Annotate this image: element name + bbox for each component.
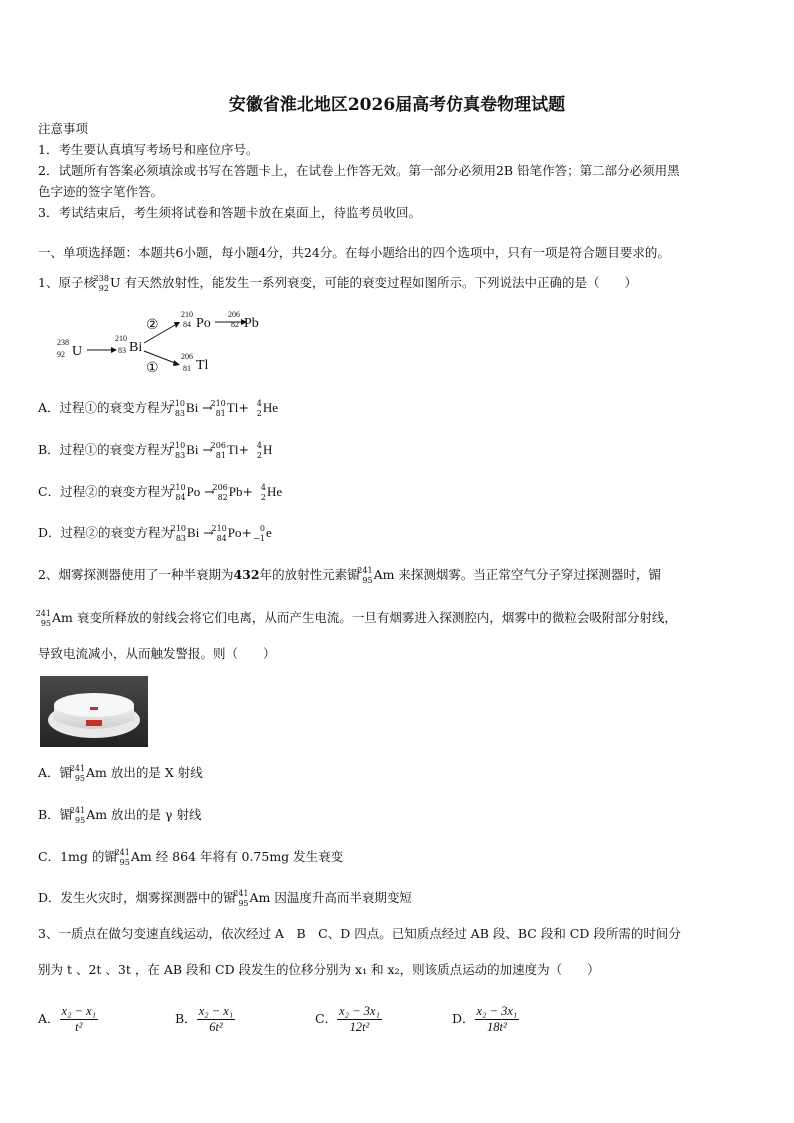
q3-option-d: D． $\frac{\text{x₂ − 3x₁}}{\text{18t²}}$ [452,1004,518,1034]
question-3-line2: 别为 t 、2t 、3t ，在 AB 段和 CD 段发生的位移分别为 x₁ 和 x₂，则该质点运动的加速度为（ ） [38,962,600,977]
svg-text:210: 210 [181,310,193,319]
po-label: Po [196,316,211,331]
svg-text:83: 83 [118,346,126,355]
notice-item: 2．试题所有答案必须填涂或书写在答题卡上，在试卷上作答无效。第一部分必须用2B 铅笔作答；第二部分必须用黑 [38,163,680,178]
decay-diagram [55,305,295,380]
notice-item: 3．考试结束后，考生须将试卷和答题卡放在桌面上，待监考员收回。 [38,205,421,220]
isotope-u238: 238 92 [93,273,109,293]
notice-item: 色字迹的签字笔作答。 [38,184,164,199]
q2-option-b: B．镅 241 95 Am 放出的是 γ 射线 [38,805,202,825]
q3-option-a: A． $\frac{\text{x₂ − x₁}}{\text{t²}}$ [38,1004,97,1034]
q3-option-c: C． $\frac{\text{x₂ − 3x₁}}{\text{12t²}}$ [315,1004,380,1034]
bi-label: Bi [129,340,143,355]
question-1-stem: 1、原子核 238 92 U 有天然放射性，能发生一系列衰变，可能的衰变过程如图所示。下列说法中正确的是（ ） [38,273,637,293]
question-3-line1: 3、一质点在做匀变速直线运动，依次经过 A B C、D 四点。已知质点经过 AB 段、BC 段和 CD 段所需的时间分 [38,926,681,941]
page-title: 安徽省淮北地区2026届高考仿真卷物理试题 [228,95,566,115]
question-2-line2: 241 95 Am 衰变所释放的射线会将它们电离，从而产生电流。一旦有烟雾进入探测腔内，烟雾中的微粒会吸附部分射线， [35,608,677,628]
svg-text:92: 92 [57,350,65,359]
q1-option-b: B．过程①的衰变方程为 210 83 Bi → 206 81 Tl+ 4 2 H [38,440,273,460]
section-heading: 一、单项选择题：本题共6小题，每小题4分，共24分。在每小题给出的四个选项中，只有一项是符合题目要求的。 [38,245,670,260]
question-2-line1: 2、烟雾探测器使用了一种半衰期为432年的放射性元素镅 241 95 Am 来探测烟雾。当正常空气分子穿过探测器时，镅 [38,565,661,585]
svg-text:81: 81 [183,364,191,373]
svg-text:238: 238 [57,338,69,347]
q2-option-c: C．1mg 的镅 241 95 Am 经 864 年将有 0.75mg 发生衰变 [38,847,344,867]
path-2-label: ② [146,318,159,333]
question-2-line3: 导致电流减小，从而触发警报。则（ ） [38,646,276,661]
u-label: U [72,344,83,359]
notice-heading: 注意事项 [38,121,89,136]
q1-option-a: A．过程①的衰变方程为 210 83 Bi → 210 81 Tl+ 4 2 He [38,398,278,418]
q2-option-a: A．镅 241 95 Am 放出的是 X 射线 [38,763,203,783]
svg-text:210: 210 [115,334,127,343]
svg-text:206: 206 [181,352,193,361]
svg-text:82: 82 [231,320,239,329]
q1-option-c: C．过程②的衰变方程为 210 84 Po → 206 82 Pb+ 4 2 He [38,482,283,502]
svg-text:206: 206 [228,310,240,319]
tl-label: Tl [196,358,209,373]
q1-option-d: D．过程②的衰变方程为 210 83 Bi → 210 84 Po+ 0 −1 e [38,523,272,543]
notice-item: 1．考生要认真填写考场号和座位序号。 [38,142,259,157]
q2-option-d: D．发生火灾时，烟雾探测器中的镅 241 95 Am 因温度升高而半衰期变短 [38,888,412,908]
pb-label: Pb [244,316,259,331]
svg-text:84: 84 [183,320,191,329]
q3-option-b: B． $\frac{\text{x₂ − x₁}}{\text{6t²}}$ [175,1004,234,1034]
smoke-detector-image [40,676,148,747]
path-1-label: ① [146,361,159,376]
